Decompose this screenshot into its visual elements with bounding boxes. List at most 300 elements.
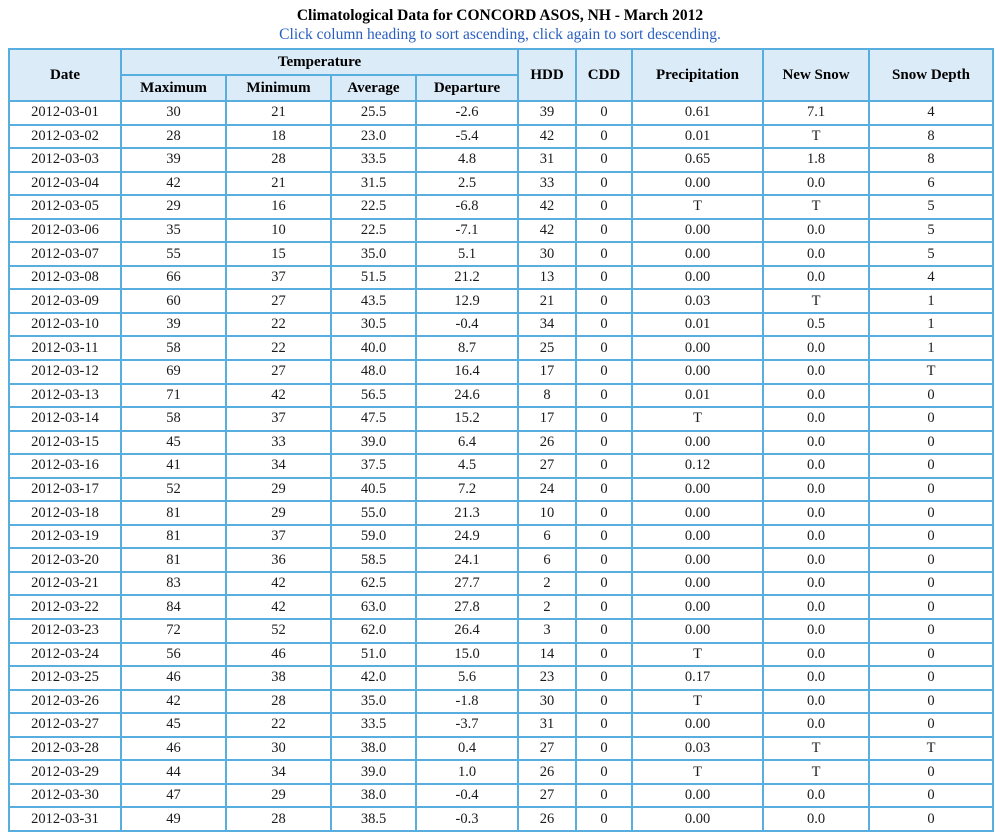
table-cell: 2012-03-09 xyxy=(9,289,121,313)
table-cell: 41 xyxy=(121,454,226,478)
table-row xyxy=(9,266,993,290)
table-cell: 34 xyxy=(226,454,331,478)
table-cell: 0 xyxy=(576,666,632,690)
table-cell: T xyxy=(632,195,763,219)
table-cell: 0.12 xyxy=(632,454,763,478)
table-cell: 0 xyxy=(576,619,632,643)
table-cell: -0.4 xyxy=(416,784,518,808)
table-cell: 2012-03-08 xyxy=(9,266,121,290)
table-row xyxy=(9,525,993,549)
table-cell: 43.5 xyxy=(331,289,416,313)
table-cell: T xyxy=(869,360,993,384)
table-header xyxy=(9,49,993,101)
table-cell: 1.0 xyxy=(416,760,518,784)
table-cell: 81 xyxy=(121,548,226,572)
table-cell: 6.4 xyxy=(416,431,518,455)
table-cell: 29 xyxy=(226,784,331,808)
table-row xyxy=(9,219,993,243)
table-cell: 38.5 xyxy=(331,807,416,831)
table-cell: 2012-03-02 xyxy=(9,125,121,149)
table-cell: 0.5 xyxy=(763,313,869,337)
table-cell: 0.00 xyxy=(632,784,763,808)
table-cell: 51.5 xyxy=(331,266,416,290)
table-cell: 2012-03-16 xyxy=(9,454,121,478)
table-cell: 0.00 xyxy=(632,431,763,455)
table-cell: 31 xyxy=(518,713,576,737)
table-cell: 8 xyxy=(518,384,576,408)
table-cell: 2012-03-06 xyxy=(9,219,121,243)
table-cell: T xyxy=(763,289,869,313)
table-cell: 27.8 xyxy=(416,595,518,619)
table-cell: 4 xyxy=(869,101,993,125)
table-cell: T xyxy=(763,737,869,761)
table-cell: 33 xyxy=(518,172,576,196)
table-cell: 28 xyxy=(121,125,226,149)
table-cell: 30 xyxy=(121,101,226,125)
table-cell: 0 xyxy=(576,525,632,549)
table-cell: 2012-03-22 xyxy=(9,595,121,619)
table-cell: 0.0 xyxy=(763,242,869,266)
table-cell: 0.0 xyxy=(763,407,869,431)
table-cell: 0 xyxy=(576,360,632,384)
table-cell: 0 xyxy=(576,478,632,502)
table-cell: -0.3 xyxy=(416,807,518,831)
table-cell: 37.5 xyxy=(331,454,416,478)
table-cell: 27 xyxy=(518,784,576,808)
table-cell: 72 xyxy=(121,619,226,643)
table-cell: 27 xyxy=(518,737,576,761)
table-cell: 33.5 xyxy=(331,148,416,172)
table-cell: 5 xyxy=(869,219,993,243)
table-cell: 0.0 xyxy=(763,643,869,667)
table-cell: 46 xyxy=(226,643,331,667)
table-cell: 23.0 xyxy=(331,125,416,149)
table-cell: 0 xyxy=(869,454,993,478)
table-cell: 81 xyxy=(121,501,226,525)
table-cell: 42 xyxy=(518,195,576,219)
table-cell: 30 xyxy=(226,737,331,761)
table-cell: 0 xyxy=(576,101,632,125)
table-cell: 46 xyxy=(121,737,226,761)
table-cell: 21 xyxy=(226,101,331,125)
table-cell: 45 xyxy=(121,431,226,455)
table-cell: 0 xyxy=(576,407,632,431)
table-cell: 62.5 xyxy=(331,572,416,596)
table-cell: 0 xyxy=(576,384,632,408)
table-cell: 2012-03-17 xyxy=(9,478,121,502)
table-cell: 35.0 xyxy=(331,242,416,266)
table-cell: T xyxy=(869,737,993,761)
table-cell: 42 xyxy=(518,125,576,149)
table-cell: 2 xyxy=(518,595,576,619)
table-cell: 2012-03-05 xyxy=(9,195,121,219)
table-cell: 26 xyxy=(518,807,576,831)
table-cell: 69 xyxy=(121,360,226,384)
table-cell: 0.00 xyxy=(632,501,763,525)
table-cell: 0.00 xyxy=(632,548,763,572)
table-cell: 35.0 xyxy=(331,690,416,714)
table-cell: 37 xyxy=(226,266,331,290)
table-cell: 2012-03-15 xyxy=(9,431,121,455)
table-cell: 25 xyxy=(518,336,576,360)
table-cell: 0.4 xyxy=(416,737,518,761)
table-cell: 2012-03-03 xyxy=(9,148,121,172)
table-cell: -3.7 xyxy=(416,713,518,737)
table-cell: -0.4 xyxy=(416,313,518,337)
table-cell: 30 xyxy=(518,242,576,266)
table-row xyxy=(9,737,993,761)
column-header-maximum[interactable]: Maximum xyxy=(121,75,226,101)
table-cell: 52 xyxy=(226,619,331,643)
table-cell: 0 xyxy=(869,595,993,619)
table-cell: 0.01 xyxy=(632,125,763,149)
table-cell: 26 xyxy=(518,760,576,784)
table-cell: 2 xyxy=(518,572,576,596)
table-cell: 1 xyxy=(869,289,993,313)
table-cell: 52 xyxy=(121,478,226,502)
table-cell: 24.6 xyxy=(416,384,518,408)
table-cell: 0.00 xyxy=(632,266,763,290)
table-cell: 0.0 xyxy=(763,595,869,619)
table-body xyxy=(9,101,993,831)
table-row xyxy=(9,690,993,714)
table-cell: 2012-03-13 xyxy=(9,384,121,408)
table-cell: 0.0 xyxy=(763,807,869,831)
column-header-snow-depth[interactable]: Snow Depth xyxy=(869,49,993,101)
table-cell: T xyxy=(632,407,763,431)
table-cell: 0.61 xyxy=(632,101,763,125)
table-cell: 0 xyxy=(576,195,632,219)
table-cell: 22 xyxy=(226,713,331,737)
table-row xyxy=(9,784,993,808)
table-cell: 10 xyxy=(518,501,576,525)
table-cell: 33.5 xyxy=(331,713,416,737)
table-row xyxy=(9,336,993,360)
table-cell: 42 xyxy=(226,572,331,596)
table-cell: 2012-03-30 xyxy=(9,784,121,808)
table-cell: 2012-03-25 xyxy=(9,666,121,690)
table-cell: 58.5 xyxy=(331,548,416,572)
table-cell: 24.9 xyxy=(416,525,518,549)
table-cell: 28 xyxy=(226,690,331,714)
table-cell: 39 xyxy=(121,313,226,337)
table-cell: 0.00 xyxy=(632,242,763,266)
table-cell: 0 xyxy=(576,219,632,243)
table-cell: 39.0 xyxy=(331,431,416,455)
table-row xyxy=(9,101,993,125)
table-cell: 49 xyxy=(121,807,226,831)
table-cell: 55 xyxy=(121,242,226,266)
table-cell: 26 xyxy=(518,431,576,455)
table-cell: 0.17 xyxy=(632,666,763,690)
table-cell: 0.0 xyxy=(763,619,869,643)
table-cell: 2.5 xyxy=(416,172,518,196)
table-row xyxy=(9,595,993,619)
table-cell: 0.00 xyxy=(632,619,763,643)
table-cell: 0 xyxy=(576,431,632,455)
table-cell: 1.8 xyxy=(763,148,869,172)
table-cell: 38.0 xyxy=(331,784,416,808)
table-cell: 0.00 xyxy=(632,478,763,502)
table-cell: 0.0 xyxy=(763,713,869,737)
table-cell: 2012-03-19 xyxy=(9,525,121,549)
table-cell: 47.5 xyxy=(331,407,416,431)
table-cell: -6.8 xyxy=(416,195,518,219)
table-cell: 10 xyxy=(226,219,331,243)
table-cell: T xyxy=(632,690,763,714)
table-cell: 0.00 xyxy=(632,713,763,737)
table-cell: 23 xyxy=(518,666,576,690)
table-cell: 27.7 xyxy=(416,572,518,596)
table-row xyxy=(9,619,993,643)
table-cell: 0 xyxy=(576,501,632,525)
table-cell: 24 xyxy=(518,478,576,502)
table-row xyxy=(9,501,993,525)
table-cell: 44 xyxy=(121,760,226,784)
table-cell: 27 xyxy=(226,360,331,384)
table-row xyxy=(9,643,993,667)
table-cell: T xyxy=(632,643,763,667)
table-cell: 56.5 xyxy=(331,384,416,408)
table-cell: 0.00 xyxy=(632,336,763,360)
column-header-hdd[interactable]: HDD xyxy=(518,49,576,101)
table-cell: 21 xyxy=(226,172,331,196)
table-cell: 42.0 xyxy=(331,666,416,690)
table-cell: -7.1 xyxy=(416,219,518,243)
table-row xyxy=(9,807,993,831)
table-row xyxy=(9,548,993,572)
table-cell: 15.0 xyxy=(416,643,518,667)
table-cell: -2.6 xyxy=(416,101,518,125)
table-cell: 42 xyxy=(121,172,226,196)
table-cell: 4 xyxy=(869,266,993,290)
table-cell: 21.3 xyxy=(416,501,518,525)
table-row xyxy=(9,125,993,149)
table-cell: 1 xyxy=(869,336,993,360)
climate-data-table xyxy=(8,48,994,832)
table-cell: 0 xyxy=(576,713,632,737)
table-cell: 15.2 xyxy=(416,407,518,431)
table-cell: 42 xyxy=(226,595,331,619)
table-cell: 48.0 xyxy=(331,360,416,384)
table-cell: 0 xyxy=(576,336,632,360)
table-cell: 0.00 xyxy=(632,807,763,831)
table-cell: 0.0 xyxy=(763,384,869,408)
table-cell: 2012-03-12 xyxy=(9,360,121,384)
table-cell: 37 xyxy=(226,407,331,431)
table-cell: 0.0 xyxy=(763,525,869,549)
table-row xyxy=(9,713,993,737)
table-cell: 27 xyxy=(518,454,576,478)
table-cell: 0 xyxy=(869,478,993,502)
table-cell: 0.0 xyxy=(763,431,869,455)
table-cell: 22.5 xyxy=(331,219,416,243)
table-cell: 0 xyxy=(869,760,993,784)
table-cell: 0 xyxy=(576,242,632,266)
table-cell: 0 xyxy=(576,454,632,478)
table-cell: 2012-03-21 xyxy=(9,572,121,596)
column-header-date[interactable]: Date xyxy=(9,49,121,101)
table-cell: 21.2 xyxy=(416,266,518,290)
table-cell: 40.5 xyxy=(331,478,416,502)
table-cell: 31.5 xyxy=(331,172,416,196)
table-cell: 18 xyxy=(226,125,331,149)
table-cell: 0 xyxy=(869,713,993,737)
table-cell: 5.1 xyxy=(416,242,518,266)
table-cell: T xyxy=(763,760,869,784)
table-cell: 55.0 xyxy=(331,501,416,525)
table-row xyxy=(9,172,993,196)
table-cell: 27 xyxy=(226,289,331,313)
table-cell: 2012-03-18 xyxy=(9,501,121,525)
table-cell: 29 xyxy=(226,478,331,502)
table-cell: 0 xyxy=(576,548,632,572)
table-cell: 45 xyxy=(121,713,226,737)
table-row xyxy=(9,454,993,478)
table-cell: 2012-03-04 xyxy=(9,172,121,196)
table-row xyxy=(9,195,993,219)
table-cell: 0.0 xyxy=(763,219,869,243)
table-cell: 2012-03-27 xyxy=(9,713,121,737)
table-cell: 66 xyxy=(121,266,226,290)
table-cell: 8 xyxy=(869,125,993,149)
table-cell: 8.7 xyxy=(416,336,518,360)
table-cell: 17 xyxy=(518,407,576,431)
table-cell: 42 xyxy=(121,690,226,714)
table-cell: 2012-03-01 xyxy=(9,101,121,125)
table-cell: 0.0 xyxy=(763,572,869,596)
table-cell: 0.0 xyxy=(763,784,869,808)
table-cell: 13 xyxy=(518,266,576,290)
table-cell: 6 xyxy=(518,548,576,572)
column-header-minimum[interactable]: Minimum xyxy=(226,75,331,101)
table-row xyxy=(9,478,993,502)
table-cell: 0 xyxy=(869,643,993,667)
table-cell: 35 xyxy=(121,219,226,243)
table-row xyxy=(9,407,993,431)
table-cell: 0 xyxy=(869,666,993,690)
table-row xyxy=(9,666,993,690)
column-header-average[interactable]: Average xyxy=(331,75,416,101)
table-cell: 17 xyxy=(518,360,576,384)
column-group-temperature[interactable]: Temperature xyxy=(121,49,518,75)
table-row xyxy=(9,242,993,266)
table-cell: 0.0 xyxy=(763,172,869,196)
table-cell: 0.0 xyxy=(763,336,869,360)
table-cell: 46 xyxy=(121,666,226,690)
table-row xyxy=(9,289,993,313)
table-cell: 7.2 xyxy=(416,478,518,502)
table-cell: T xyxy=(632,760,763,784)
table-cell: 22 xyxy=(226,336,331,360)
table-cell: 21 xyxy=(518,289,576,313)
table-row xyxy=(9,760,993,784)
table-cell: 0 xyxy=(576,266,632,290)
table-cell: 0.00 xyxy=(632,595,763,619)
table-cell: 28 xyxy=(226,148,331,172)
column-header-cdd[interactable]: CDD xyxy=(576,49,632,101)
table-cell: 3 xyxy=(518,619,576,643)
table-cell: T xyxy=(763,125,869,149)
table-cell: 0 xyxy=(869,501,993,525)
table-cell: 58 xyxy=(121,407,226,431)
table-cell: 0 xyxy=(576,289,632,313)
table-cell: 0.00 xyxy=(632,360,763,384)
table-cell: 16 xyxy=(226,195,331,219)
table-cell: 39 xyxy=(121,148,226,172)
table-cell: 5.6 xyxy=(416,666,518,690)
table-cell: 22.5 xyxy=(331,195,416,219)
table-row xyxy=(9,572,993,596)
table-cell: 6 xyxy=(869,172,993,196)
column-header-precipitation[interactable]: Precipitation xyxy=(632,49,763,101)
table-cell: 0 xyxy=(576,690,632,714)
table-cell: 38.0 xyxy=(331,737,416,761)
table-cell: 4.8 xyxy=(416,148,518,172)
table-cell: 2012-03-26 xyxy=(9,690,121,714)
table-cell: 37 xyxy=(226,525,331,549)
table-cell: -5.4 xyxy=(416,125,518,149)
table-cell: 0 xyxy=(869,619,993,643)
table-cell: 0.0 xyxy=(763,548,869,572)
table-cell: 0.00 xyxy=(632,219,763,243)
table-cell: 0 xyxy=(576,643,632,667)
table-cell: 0 xyxy=(869,690,993,714)
table-cell: 2012-03-29 xyxy=(9,760,121,784)
table-cell: 0.03 xyxy=(632,737,763,761)
table-cell: 0 xyxy=(576,148,632,172)
table-cell: 2012-03-20 xyxy=(9,548,121,572)
table-cell: 6 xyxy=(518,525,576,549)
table-cell: 58 xyxy=(121,336,226,360)
table-cell: 0.65 xyxy=(632,148,763,172)
table-cell: 5 xyxy=(869,242,993,266)
table-cell: T xyxy=(763,195,869,219)
table-cell: 0 xyxy=(869,807,993,831)
table-cell: 0.03 xyxy=(632,289,763,313)
table-cell: 2012-03-11 xyxy=(9,336,121,360)
table-cell: 24.1 xyxy=(416,548,518,572)
table-row xyxy=(9,360,993,384)
table-cell: 29 xyxy=(226,501,331,525)
table-cell: 42 xyxy=(226,384,331,408)
table-cell: 2012-03-28 xyxy=(9,737,121,761)
table-cell: 71 xyxy=(121,384,226,408)
table-cell: 30 xyxy=(518,690,576,714)
table-cell: 25.5 xyxy=(331,101,416,125)
table-cell: 34 xyxy=(518,313,576,337)
table-cell: 16.4 xyxy=(416,360,518,384)
table-cell: 0.0 xyxy=(763,501,869,525)
table-row xyxy=(9,148,993,172)
table-cell: 84 xyxy=(121,595,226,619)
column-header-departure[interactable]: Departure xyxy=(416,75,518,101)
table-cell: 1 xyxy=(869,313,993,337)
table-cell: 7.1 xyxy=(763,101,869,125)
table-cell: 47 xyxy=(121,784,226,808)
table-cell: 0 xyxy=(576,784,632,808)
table-cell: 0 xyxy=(869,548,993,572)
table-cell: 0 xyxy=(576,760,632,784)
table-cell: 0.0 xyxy=(763,266,869,290)
table-cell: 0.00 xyxy=(632,525,763,549)
table-cell: 28 xyxy=(226,807,331,831)
table-cell: 15 xyxy=(226,242,331,266)
column-header-new-snow[interactable]: New Snow xyxy=(763,49,869,101)
table-cell: 2012-03-10 xyxy=(9,313,121,337)
table-cell: 42 xyxy=(518,219,576,243)
table-row xyxy=(9,384,993,408)
